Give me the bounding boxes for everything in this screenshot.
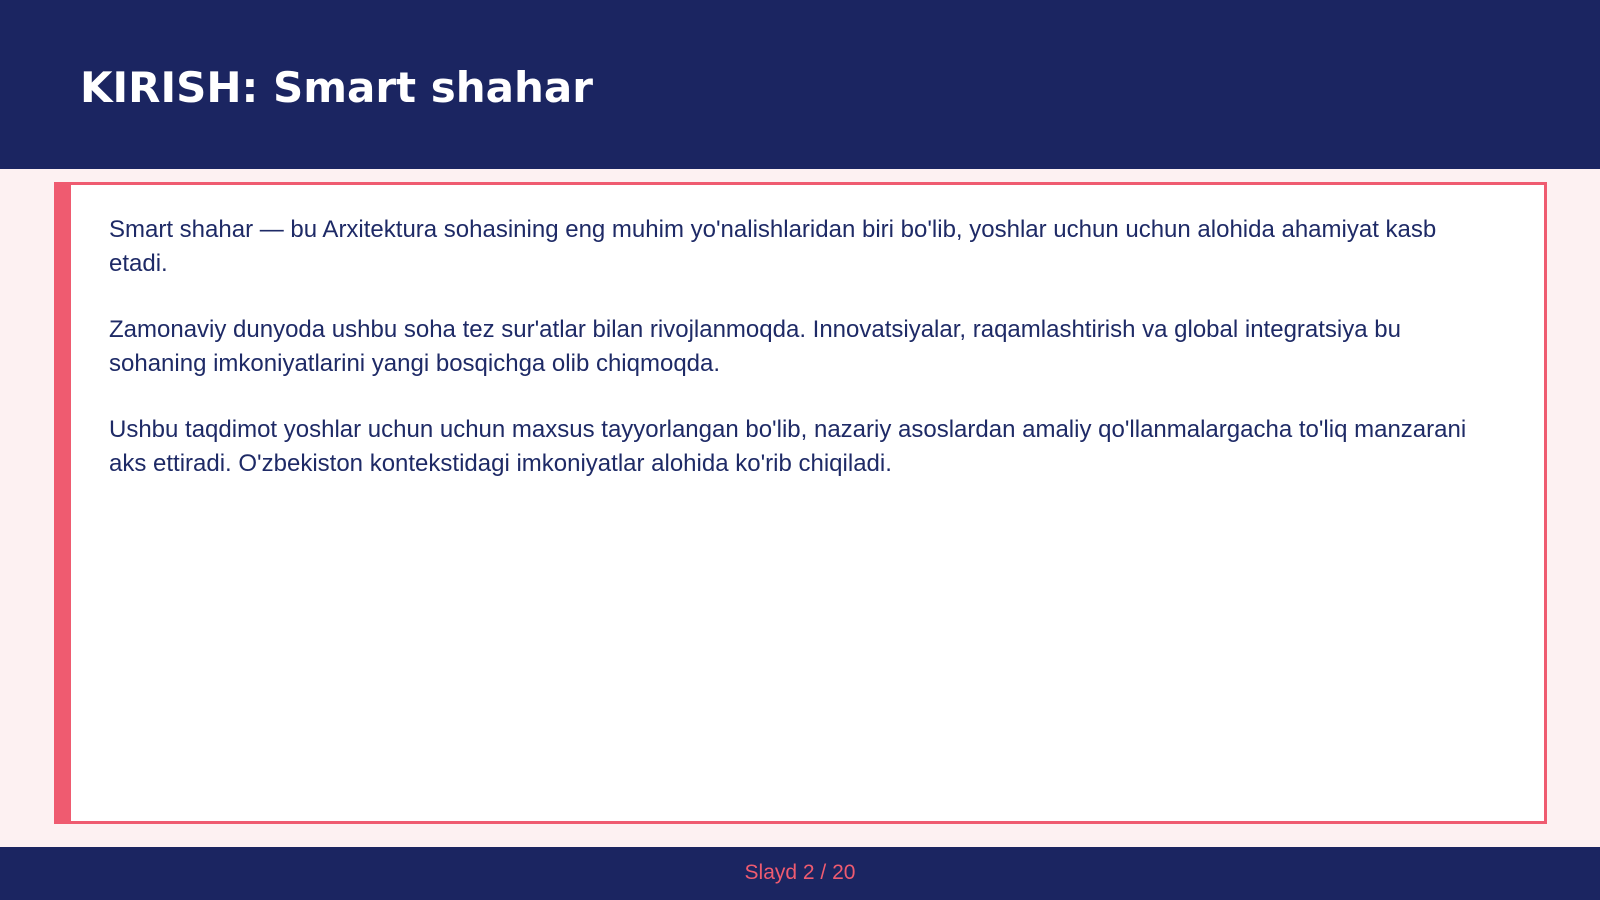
paragraph-1: Smart shahar — bu Arxitektura sohasining eng muhim yo'nalishlaridan biri bo'lib, yoshlar uchun uchun alohida ahamiyat kasb etadi. xyxy=(109,216,1437,277)
slide-header xyxy=(0,0,1600,169)
paragraph-3: Ushbu taqdimot yoshlar uchun uchun maxsus tayyorlangan bo'lib, nazariy asoslardan amaliy qo'llanmalargacha to'liq manzarani aks ettiradi. O'zbekiston kontekstidagi imkoniyatlar alohida ko'rib chiqiladi. xyxy=(109,416,1467,477)
content-text xyxy=(109,213,1499,513)
slide-footer xyxy=(0,847,1600,900)
slide-counter: Slayd 2 / 20 xyxy=(744,861,856,884)
paragraph-2: Zamonaviy dunyoda ushbu soha tez sur'atlar bilan rivojlanmoqda. Innovatsiyalar, raqamlashtirish va global integratsiya bu sohaning imkoniyatlarini yangi bosqichga olib chiqmoqda. xyxy=(109,316,1401,377)
slide-title: KIRISH: Smart shahar xyxy=(80,63,593,112)
content-card xyxy=(54,182,1547,824)
